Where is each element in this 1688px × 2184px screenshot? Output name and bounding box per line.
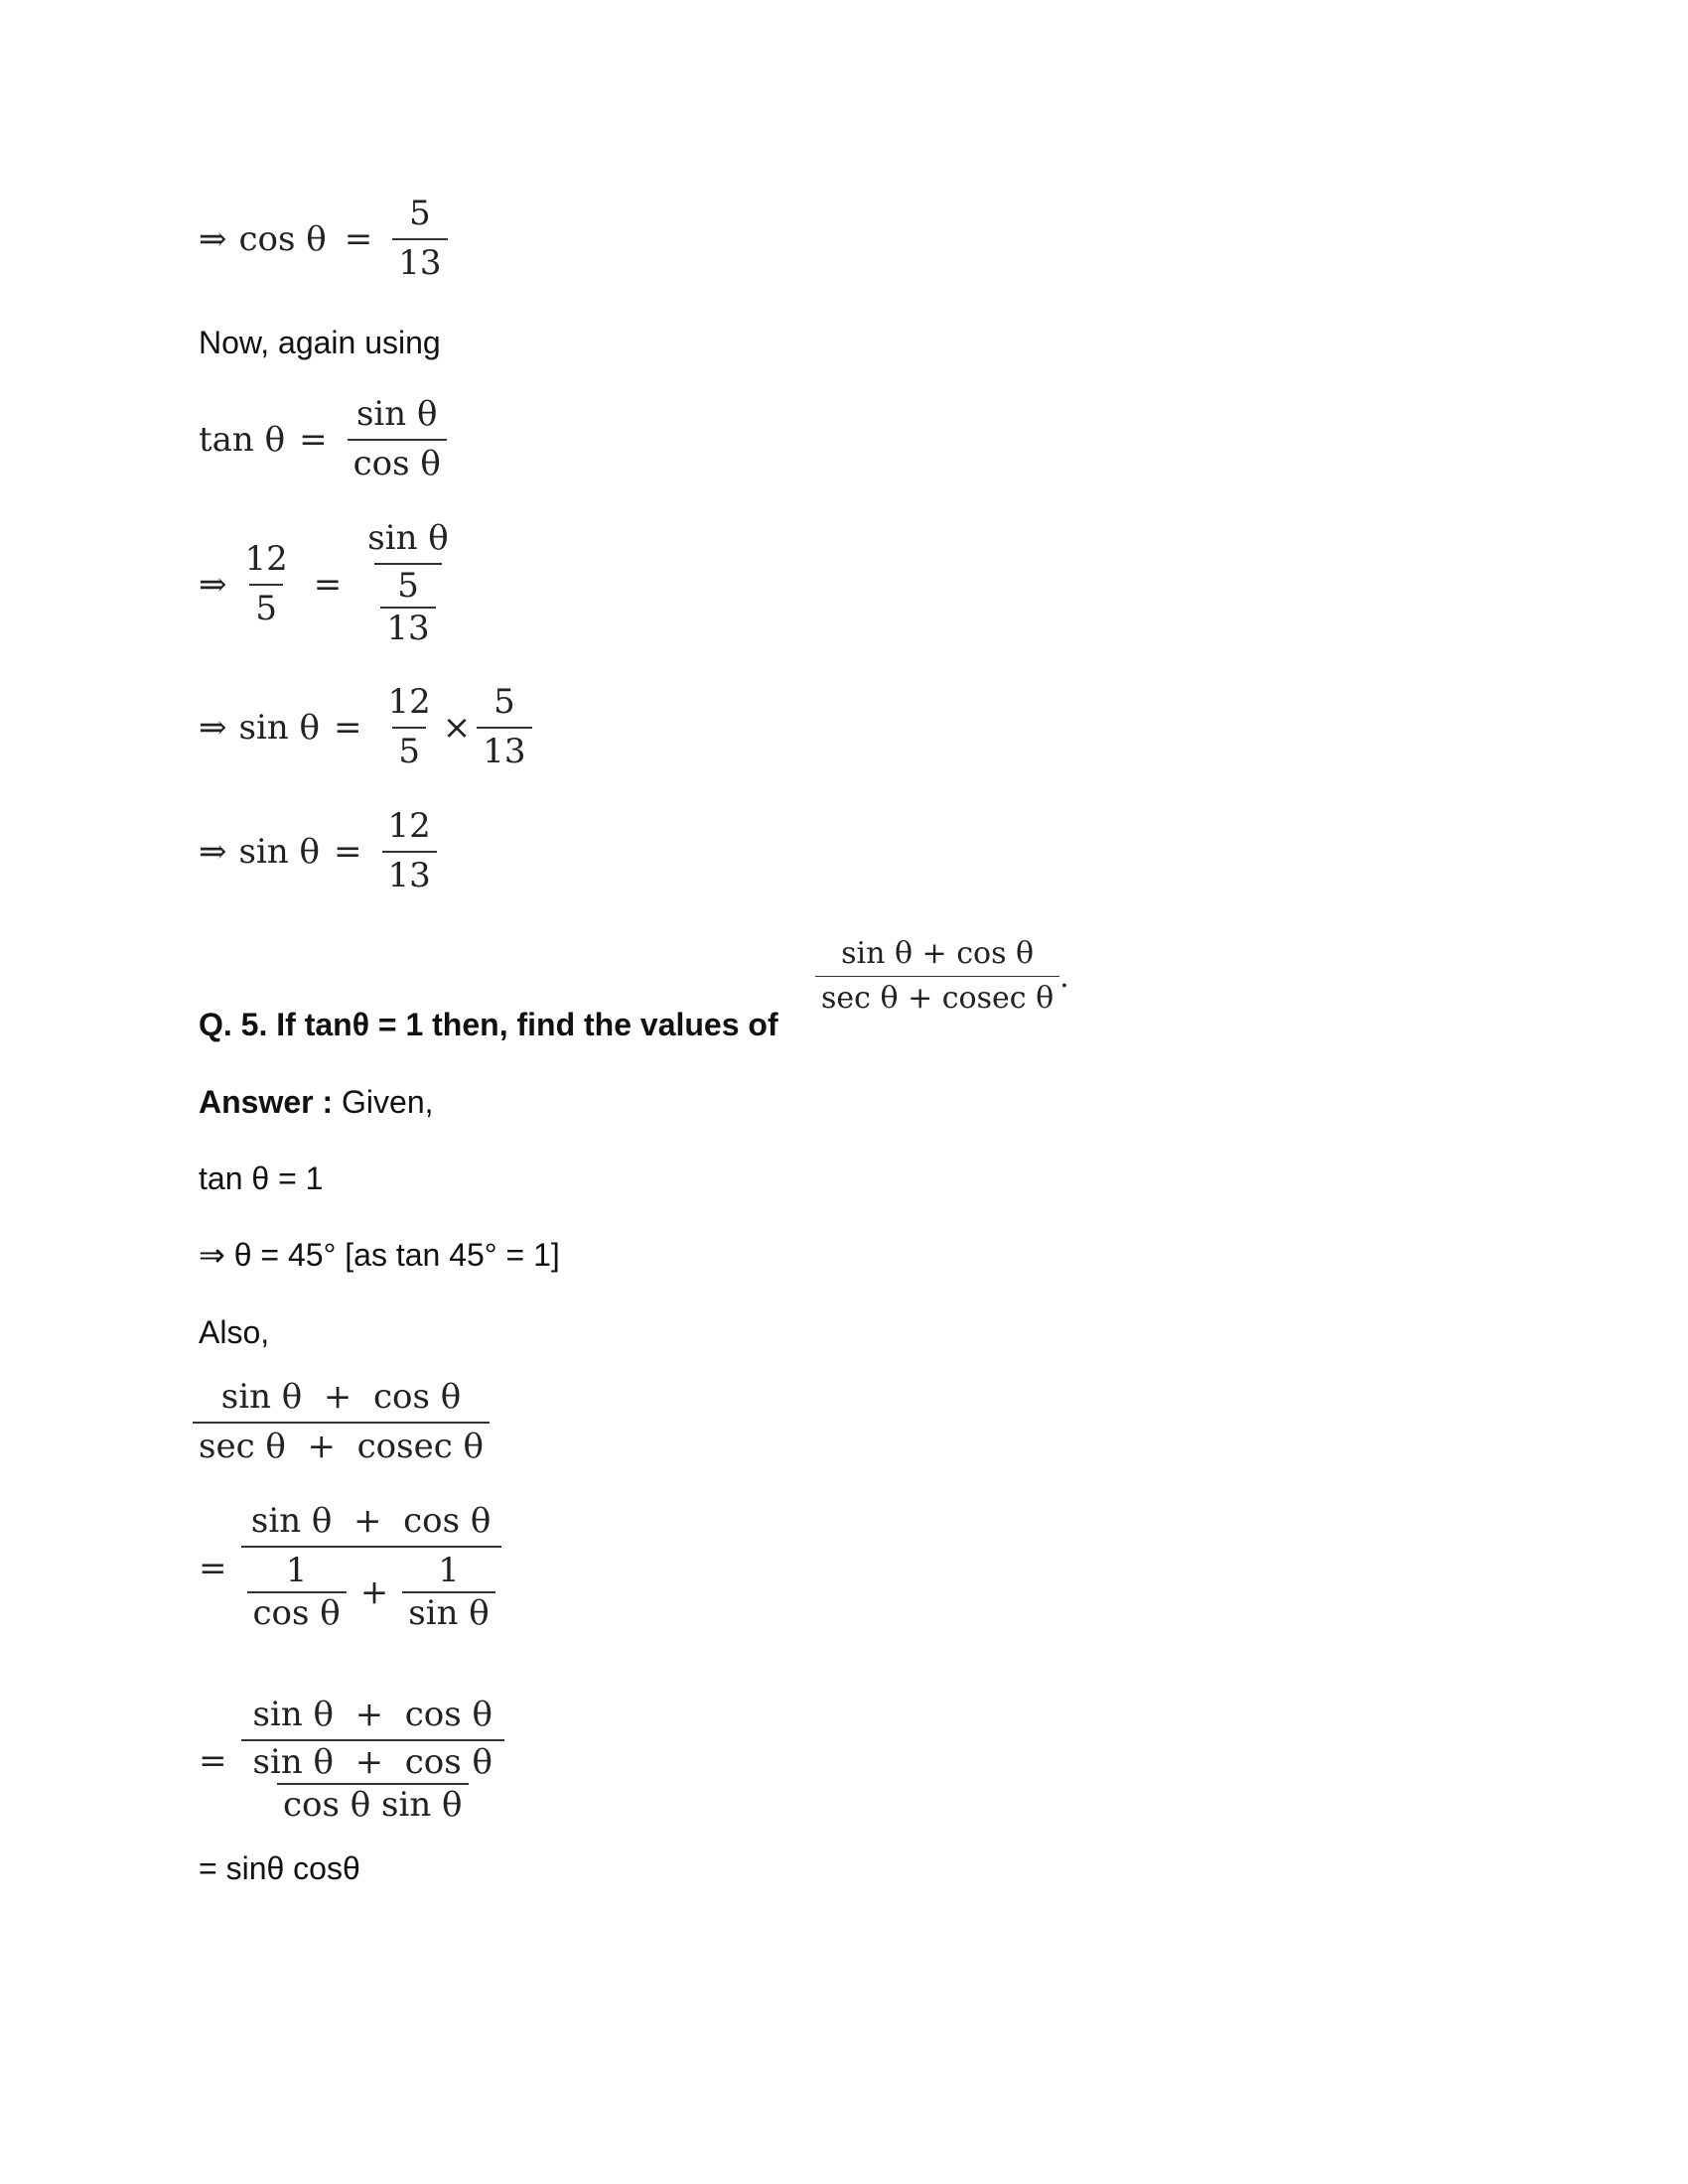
lhs: tan θ: [199, 419, 286, 460]
also-line: Also,: [199, 1314, 270, 1350]
fraction: [241, 1695, 504, 1826]
numerator: sin θ + cos θ: [252, 1695, 492, 1734]
fraction-one: [382, 682, 437, 771]
fraction: [193, 1377, 490, 1466]
denominator: 13: [382, 851, 437, 894]
fraction-right: [361, 518, 455, 649]
denominator: sec θ + cosec θ: [193, 1422, 490, 1465]
lhs: sin θ: [238, 707, 320, 748]
equals-sign: =: [313, 564, 343, 605]
question-heading: Q. 5. If tanθ = 1 then, find the values of: [199, 1007, 778, 1042]
equation-multiplication: [199, 682, 538, 771]
equals-sign: =: [199, 1740, 227, 1781]
denominator: [241, 1546, 501, 1632]
sub-denominator: sin θ: [402, 1591, 495, 1632]
inner-fraction: [247, 1741, 498, 1826]
expression-three: [199, 1695, 510, 1826]
denominator: 5: [392, 727, 426, 770]
answer-label: Answer :: [199, 1084, 334, 1120]
fraction-two: [477, 682, 531, 771]
sub-fraction-b: [402, 1550, 495, 1634]
answer-text: Given,: [333, 1084, 434, 1120]
equals-sign: =: [334, 831, 362, 872]
result-line: = sinθ cosθ: [199, 1850, 360, 1886]
expression-one: [193, 1377, 490, 1466]
fraction: [382, 806, 437, 895]
numerator: sin θ + cos θ: [250, 1501, 492, 1541]
numerator: 12: [244, 538, 288, 579]
question-fraction: [809, 938, 1069, 1014]
lhs: sin θ: [238, 831, 320, 872]
numerator: sin θ + cos θ: [841, 936, 1035, 971]
sub-fraction-a: [247, 1550, 347, 1634]
nested-fraction: [380, 565, 435, 649]
period: .: [1059, 960, 1069, 995]
equation-tan-definition: [199, 394, 453, 483]
numerator: sin θ + cos θ: [220, 1377, 462, 1417]
implies-symbol: ⇒: [199, 831, 227, 872]
lhs: cos θ: [238, 218, 327, 259]
equals-sign: =: [334, 707, 362, 748]
nested-numerator: 5: [397, 565, 419, 606]
nested-denominator: 13: [380, 607, 435, 647]
numerator: sin θ: [367, 518, 449, 558]
fraction: [348, 394, 447, 483]
times-sign: ×: [442, 707, 472, 748]
numerator: 12: [387, 806, 431, 846]
implies-45-line: ⇒ θ = 45° [as tan 45° = 1]: [199, 1237, 560, 1273]
inner-denominator: cos θ sin θ: [277, 1783, 469, 1824]
implies-symbol: ⇒: [199, 218, 227, 259]
equals-sign: =: [344, 218, 373, 259]
denominator: sec θ + cosec θ: [815, 976, 1059, 1015]
expression-two: [199, 1501, 507, 1634]
denominator: cos θ: [348, 439, 447, 482]
equation-sin-result: [199, 806, 443, 895]
denominator: 13: [477, 727, 531, 770]
implies-symbol: ⇒: [199, 707, 227, 748]
inner-numerator: sin θ + cos θ: [252, 1741, 492, 1782]
equation-cos-theta: [199, 194, 454, 283]
answer-line: [199, 1082, 434, 1122]
implies-symbol: ⇒: [199, 564, 227, 605]
numerator: sin θ: [355, 394, 438, 434]
numerator: 5: [493, 682, 515, 722]
numerator: 12: [387, 682, 431, 722]
fraction: [241, 1501, 501, 1634]
given-line: tan θ = 1: [199, 1160, 324, 1196]
denominator: 13: [392, 238, 447, 282]
equals-sign: =: [299, 419, 328, 460]
equals-sign: =: [199, 1548, 227, 1588]
denominator: 5: [249, 584, 283, 627]
numerator: 5: [409, 194, 431, 233]
denominator: [374, 563, 441, 647]
now-again-text: Now, again using: [199, 325, 441, 360]
fraction: [392, 194, 447, 283]
fraction-left: [239, 538, 294, 628]
sub-denominator: cos θ: [247, 1591, 347, 1632]
plus-sign: +: [359, 1571, 389, 1612]
sub-numerator: 1: [285, 1550, 308, 1590]
denominator: [241, 1739, 504, 1824]
fraction: [815, 938, 1059, 1014]
sub-numerator: 1: [438, 1550, 460, 1590]
equation-substitution: [199, 518, 461, 649]
